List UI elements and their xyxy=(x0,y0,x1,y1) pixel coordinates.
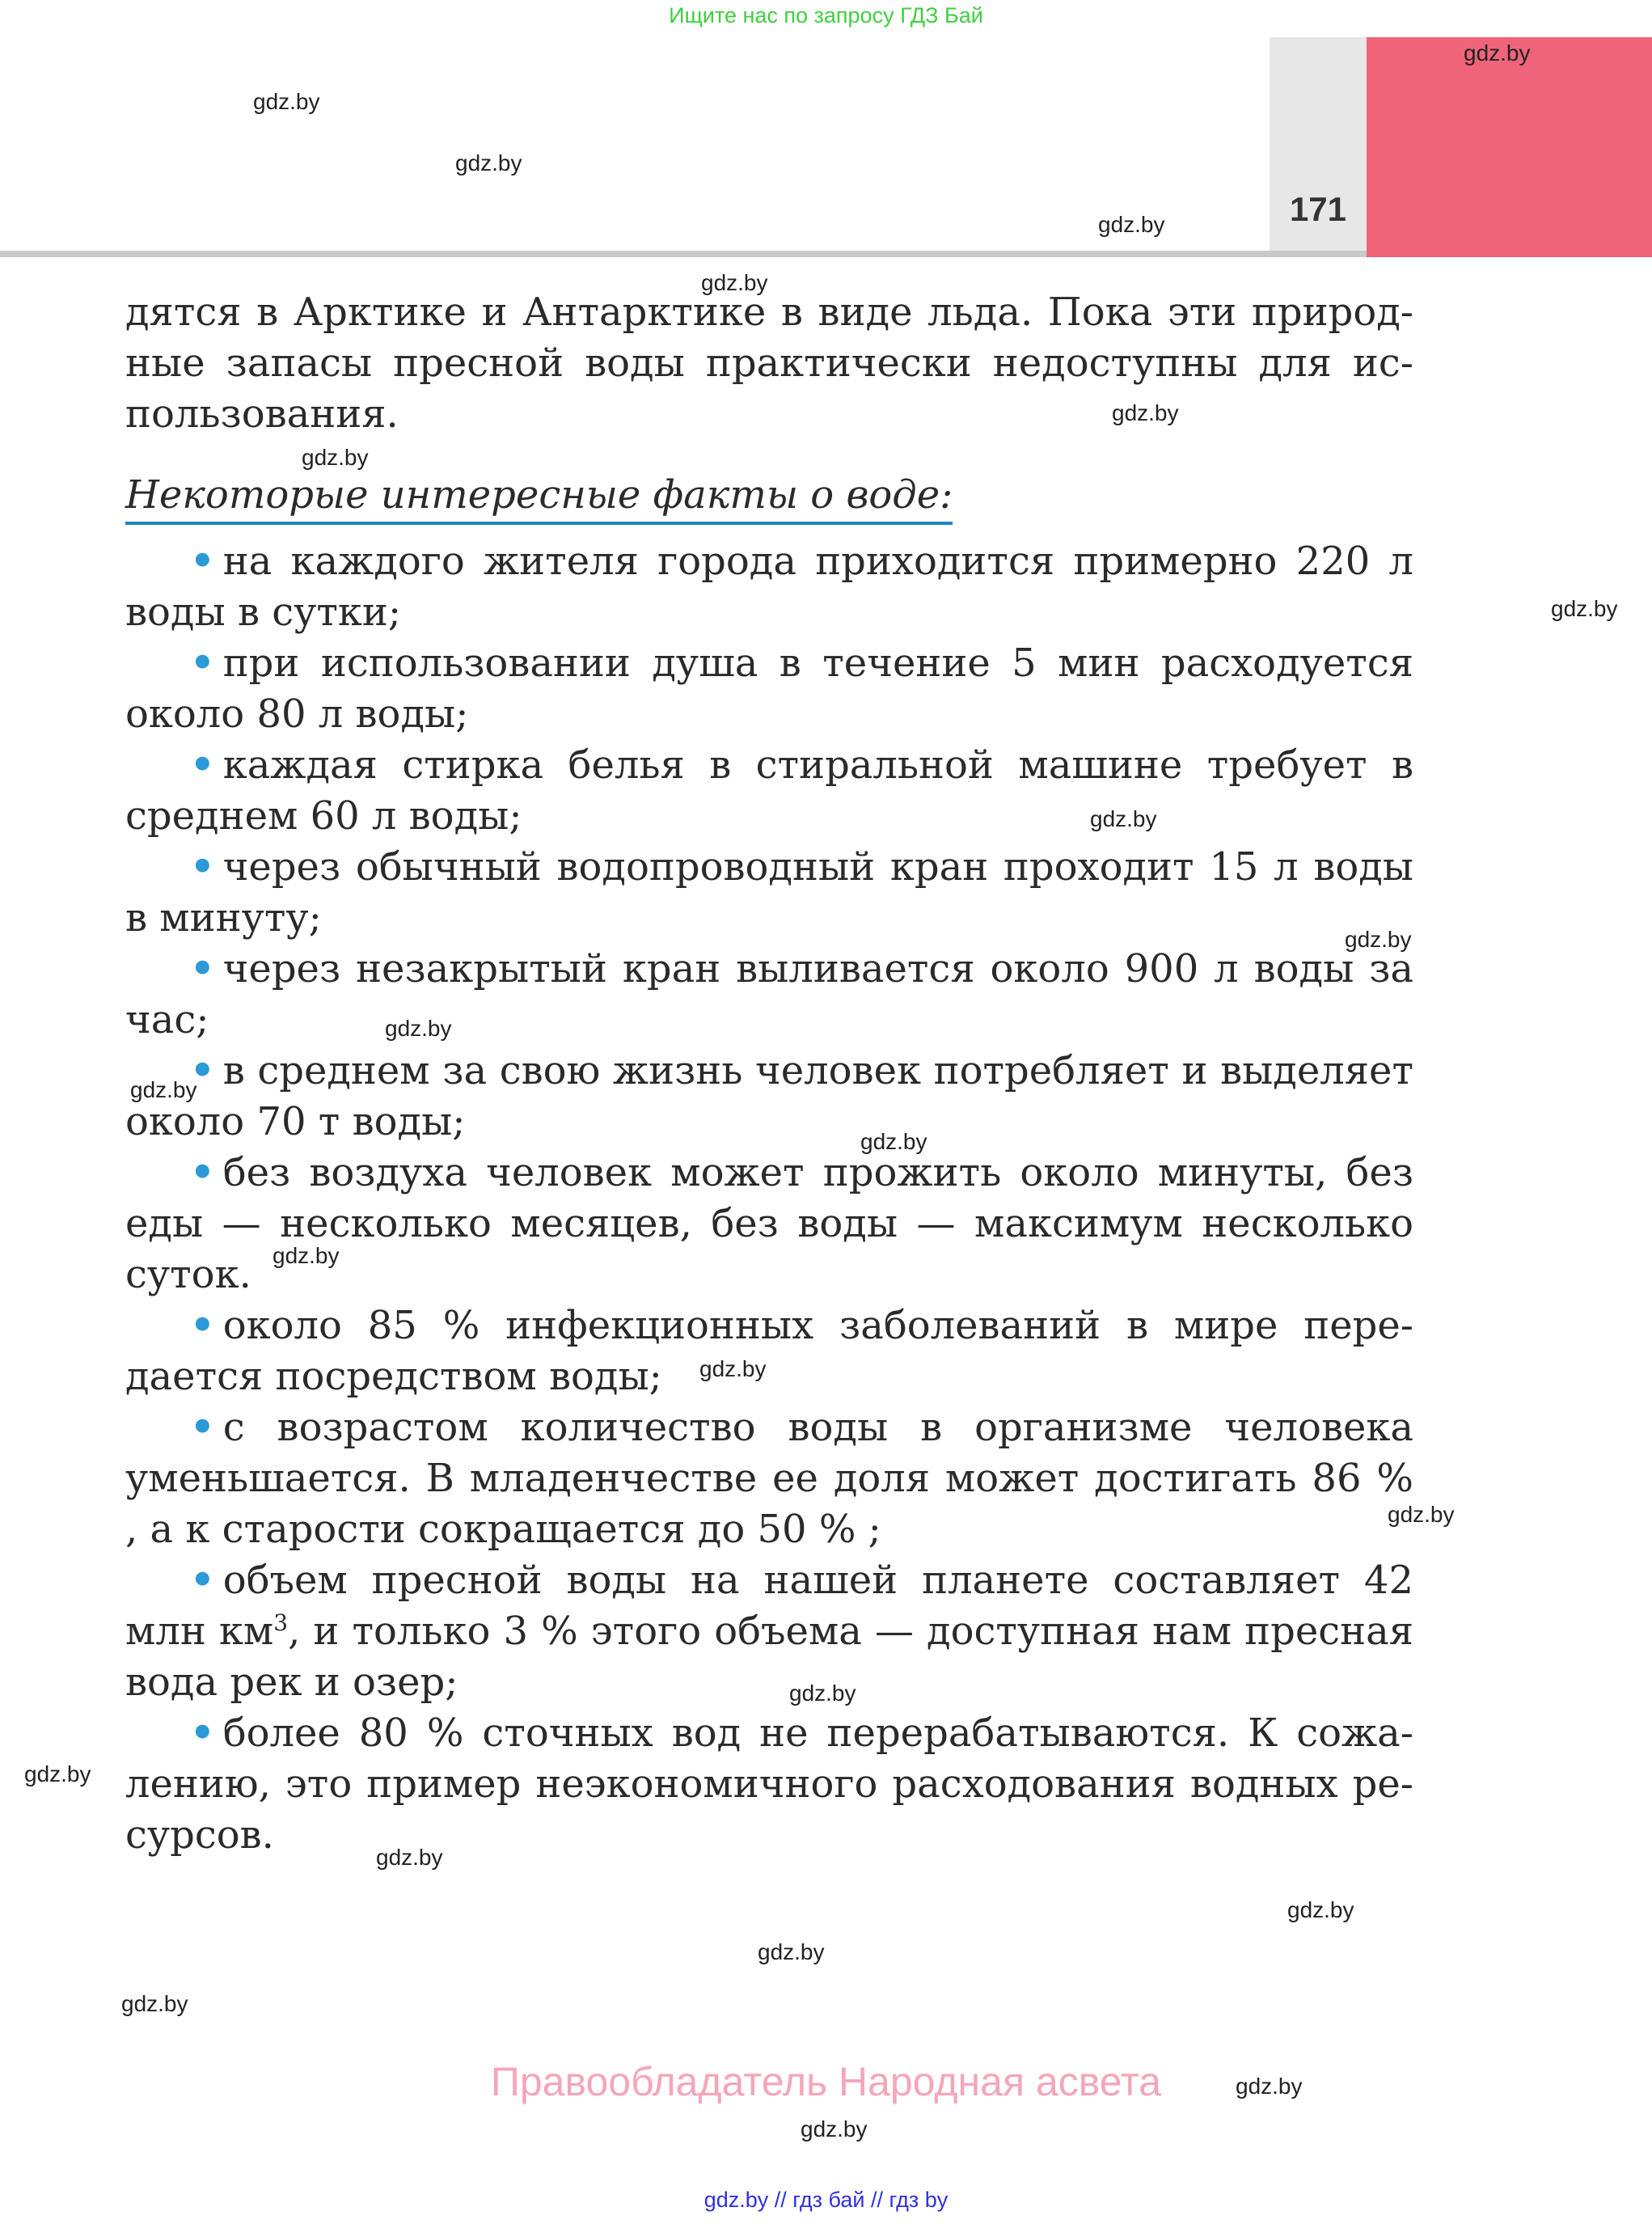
list-item-text: около 85 % инфекционных заболеваний в мире передается посредством воды; xyxy=(125,1303,1413,1399)
list-item-text: более 80 % сточных вод не перерабатываются. К сожалению, это пример неэкономичного расходования водных ресурсов. xyxy=(125,1710,1413,1858)
watermark: gdz.by xyxy=(302,445,369,470)
list-item xyxy=(125,740,1413,842)
list-item xyxy=(125,1046,1413,1148)
bullet-icon: • xyxy=(190,1303,215,1348)
page-number: 171 xyxy=(1289,190,1347,228)
list-item-text: через обычный водопроводный кран проходит 15 л воды в минуту; xyxy=(125,844,1413,941)
watermark: gdz.by xyxy=(1345,927,1412,952)
list-item xyxy=(125,1555,1413,1708)
bullet-icon: • xyxy=(190,1048,215,1093)
bullet-icon: • xyxy=(190,844,215,890)
watermark: gdz.by xyxy=(1112,400,1179,425)
intro-paragraph: дятся в Арктике и Антарктике в виде льда. Пока эти природные запасы пресной воды практически недоступны для использования. xyxy=(125,290,1413,437)
list-item-text: каждая стирка белья в стиральной машине требует в среднем 60 л воды; xyxy=(125,742,1413,839)
list-item-text: , и только 3 % этого объема — доступная нам пресная вода рек и озер; xyxy=(125,1609,1414,1705)
bullet-icon: • xyxy=(190,946,215,991)
list-item xyxy=(125,944,1413,1046)
list-item xyxy=(125,842,1413,944)
watermark: gdz.by xyxy=(1236,2074,1303,2099)
watermark: gdz.by xyxy=(130,1077,197,1102)
list-item xyxy=(125,1148,1413,1300)
bullet-icon: • xyxy=(190,1710,215,1756)
list-item xyxy=(125,536,1413,638)
list-item-text: в среднем за свою жизнь человек потребляет и выделяет около 70 т воды; xyxy=(125,1048,1413,1144)
watermark: gdz.by xyxy=(801,2116,868,2142)
watermark: gdz.by xyxy=(273,1243,340,1268)
watermark: gdz.by xyxy=(758,1939,825,1964)
watermark: gdz.by xyxy=(24,1761,91,1786)
bullet-icon: • xyxy=(190,1558,215,1603)
watermark: gdz.by xyxy=(1388,1502,1455,1527)
watermark: gdz.by xyxy=(385,1016,452,1041)
list-item-text: без воздуха человек может прожить около минуты, без еды — несколько месяцев, без воды — максимум несколько суток. xyxy=(125,1150,1413,1297)
list-item xyxy=(125,1402,1413,1555)
bullet-icon: • xyxy=(190,641,215,686)
watermark: gdz.by xyxy=(1464,40,1531,66)
list-item-text: при использовании душа в течение 5 мин расходуется около 80 л воды; xyxy=(125,641,1413,737)
list-item-text: через незакрытый кран выливается около 900 л воды за час; xyxy=(125,946,1413,1042)
watermark: gdz.by xyxy=(253,89,320,114)
watermark: gdz.by xyxy=(1098,212,1165,237)
header-rule xyxy=(0,251,1367,257)
bullet-icon: • xyxy=(190,1150,215,1195)
watermark: gdz.by xyxy=(701,270,768,295)
list-item-text: с возрастом количество воды в организме человека уменьшается. В младенчестве ее доля может достигать 86 % , а к старости сокращается до 50 % ; xyxy=(125,1405,1413,1552)
list-item xyxy=(125,1708,1413,1861)
copyright-owner: Правообладатель Народная асвета xyxy=(490,2059,1162,2104)
bullet-icon: • xyxy=(190,1405,215,1450)
facts-list xyxy=(125,536,1413,1861)
watermark: gdz.by xyxy=(860,1129,927,1154)
top-banner: Ищите нас по запросу ГДЗ Бай xyxy=(669,3,983,27)
watermark: gdz.by xyxy=(789,1681,856,1706)
watermark: gdz.by xyxy=(1090,806,1157,831)
watermark: gdz.by xyxy=(121,1991,188,2016)
list-item xyxy=(125,638,1413,740)
list-item xyxy=(125,1300,1413,1402)
page-tab-pink xyxy=(1367,37,1652,257)
watermark: gdz.by xyxy=(455,150,522,175)
watermark: gdz.by xyxy=(699,1356,767,1381)
watermark: gdz.by xyxy=(376,1845,443,1870)
footer-links[interactable]: gdz.by // гдз бай // гдз by xyxy=(703,2188,949,2212)
bullet-icon: • xyxy=(190,539,215,584)
list-item-text: на каждого жителя города приходится примерно 220 л воды в сутки; xyxy=(125,539,1413,635)
superscript: 3 xyxy=(273,1609,289,1636)
watermark: gdz.by xyxy=(1551,596,1618,621)
bullet-icon: • xyxy=(190,742,215,788)
section-heading: Некоторые интересные факты о воде: xyxy=(125,471,953,525)
watermark: gdz.by xyxy=(1287,1897,1354,1922)
list-item-text: объем пресной воды на нашей планете составляет 42 млн км xyxy=(125,1558,1413,1654)
